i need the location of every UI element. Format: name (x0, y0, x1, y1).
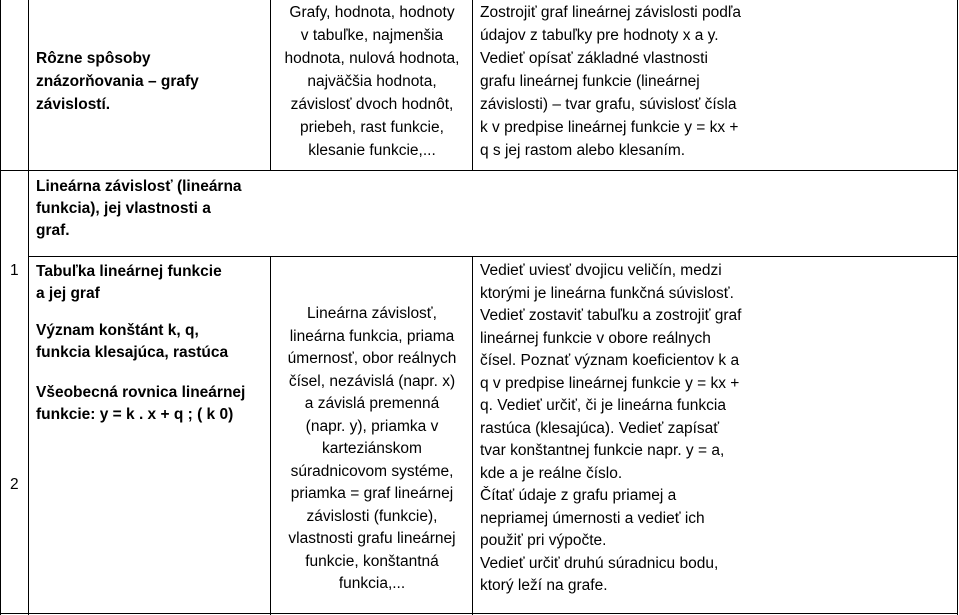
aims-line: Vedieť uviesť dvojicu veličín, medzi (480, 262, 722, 279)
content-line: priebeh, rast funkcie, (300, 119, 444, 136)
content-line: funkcie, konštantná (305, 552, 439, 570)
aims-line: použiť pri výpočte. (480, 532, 607, 549)
aims-line: Vedieť zostaviť tabuľku a zostrojiť graf (480, 307, 742, 324)
topic-line: Rôzne spôsoby (36, 50, 151, 67)
content-line: závislosti (funkcie), (306, 507, 438, 525)
topic-line: Lineárna závislosť (lineárna (36, 178, 242, 195)
content-line: klesanie funkcie,... (308, 142, 436, 159)
content-line: súradnicovom systéme, (290, 462, 454, 480)
content-cell (272, 303, 472, 596)
grid-line (28, 0, 29, 615)
content-line: a závislá premenná (304, 395, 440, 412)
grid-line (957, 0, 958, 615)
content-line: Lineárna závislosť, (307, 305, 437, 322)
topic-cell (36, 261, 222, 305)
topic-line: graf. (36, 222, 70, 239)
topic-cell (36, 382, 245, 426)
topic-line: Význam konštánt k, q, (36, 322, 199, 339)
aims-line: ktorý leží na grafe. (480, 577, 608, 594)
topic-line: znázorňovania – grafy (36, 73, 199, 90)
aims-line: údajov z tabuľky pre hodnoty x a y. (480, 27, 719, 44)
topic-cell (36, 176, 242, 242)
aims-line: kde a je reálne číslo. (480, 464, 623, 482)
grid-line (28, 256, 958, 257)
grid-line (472, 0, 473, 170)
aims-line: lineárnej funkcie v obore reálnych (480, 329, 711, 347)
content-line: priamka = graf lineárnej (290, 485, 454, 502)
topic-line: funkcie: y = k . x + q ; ( k 0) (36, 406, 234, 423)
aims-cell (480, 1, 741, 162)
content-cell (272, 1, 472, 162)
content-line: úmernosť, obor reálnych (287, 350, 457, 367)
aims-line: nepriamej úmernosti a vedieť ich (480, 509, 705, 527)
topic-line: funkcia klesajúca, rastúca (36, 344, 229, 361)
aims-line: q. Vedieť určiť, či je lineárna funkcia (480, 397, 726, 414)
topic-line: Tabuľka lineárnej funkcie (36, 263, 222, 280)
grid-line (270, 256, 271, 615)
grid-line (0, 613, 958, 614)
topic-line: Všeobecná rovnica lineárnej (36, 384, 246, 401)
content-line: (napr. y), priamka v (305, 417, 439, 435)
grid-line (270, 0, 271, 170)
aims-line: rastúca (klesajúca). Vedieť zapísať (480, 419, 720, 437)
content-line: čísel, nezávislá (napr. x) (288, 372, 456, 390)
grid-line (0, 170, 958, 171)
content-line: funkcia,... (338, 575, 406, 592)
aims-line: k v predpise lineárnej funkcie y = kx + (480, 119, 739, 136)
aims-line: čísel. Poznať význam koeficientov k a (480, 352, 740, 369)
aims-line: q v predpise lineárnej funkcie y = kx + (480, 374, 740, 392)
topic-line: závislostí. (36, 96, 111, 113)
aims-line: grafu lineárnej funkcie (lineárnej (480, 73, 700, 90)
aims-line: Vedieť opísať základné vlastnosti (480, 50, 708, 67)
content-line: závislosť dvoch hodnôt, (290, 96, 454, 113)
content-line: hodnota, nulová hodnota, (284, 50, 460, 67)
aims-cell (480, 260, 741, 598)
content-line: v tabuľke, najmenšia (300, 27, 444, 44)
aims-line: Zostrojiť graf lineárnej závislosti podľa (480, 4, 742, 21)
aims-line: tvar konštantnej funkcie napr. y = a, (480, 442, 725, 459)
aims-line: ktorými je lineárna funkčná súvislosť. (480, 284, 734, 302)
content-line: najväčšia hodnota, (307, 73, 437, 90)
grid-line (472, 256, 473, 615)
content-line: Grafy, hodnota, hodnoty (289, 4, 455, 21)
aims-line: Vedieť určiť druhú súradnicu bodu, (480, 554, 719, 572)
grid-line (0, 0, 1, 615)
topic-cell (36, 320, 228, 364)
content-line: lineárna funkcia, priama (289, 327, 455, 345)
row-number: 1 (10, 262, 19, 279)
content-line: vlastnosti grafu lineárnej (288, 530, 456, 547)
aims-line: závislosti) – tvar grafu, súvislosť čísla (480, 96, 737, 113)
aims-line: q s jej rastom alebo klesaním. (480, 142, 686, 159)
topic-line: funkcia), jej vlastnosti a (36, 200, 211, 217)
row-number: 2 (10, 476, 19, 493)
topic-line: a jej graf (36, 285, 100, 302)
content-line: karteziánskom (322, 440, 422, 457)
topic-cell (36, 47, 199, 116)
aims-line: Čítať údaje z grafu priamej a (480, 487, 677, 504)
